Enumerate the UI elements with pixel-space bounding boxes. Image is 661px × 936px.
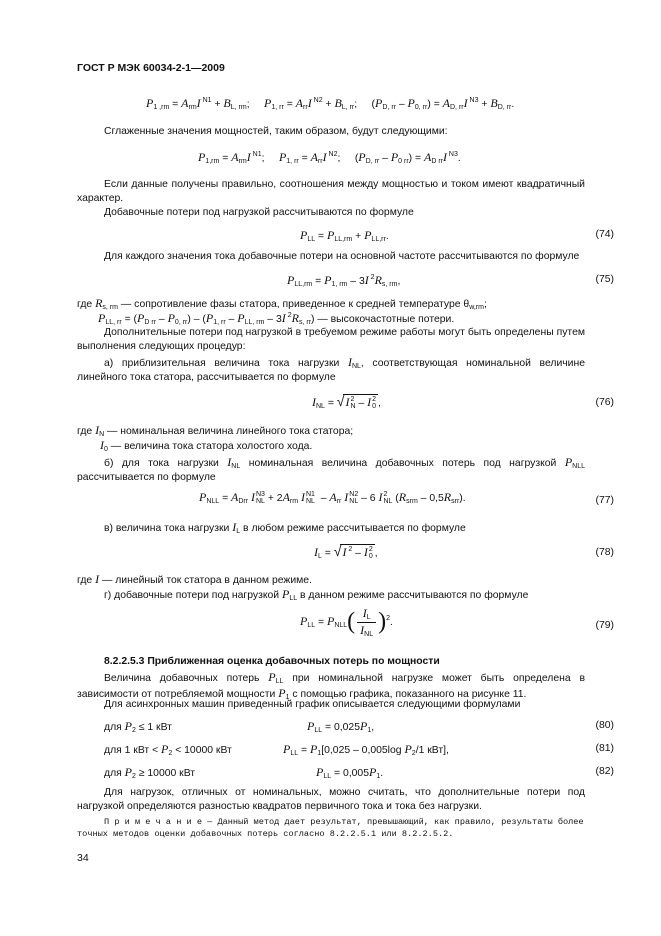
where-i0-text: — величина тока статора холостого хода. bbox=[110, 441, 313, 452]
where-i-text: — линейный ток статора в данном режиме. bbox=[101, 575, 312, 586]
where-in: где $I_N$ — номинальная величина линейного тока статора; bbox=[77, 423, 354, 438]
formula-76: $I_{NL} = √I$ 2 N – I 2 0 , bbox=[312, 393, 381, 411]
item-c: в) величина тока нагрузки $I_L$ в любом режиме рассчитывается по формуле bbox=[104, 520, 466, 535]
item-b-mid: номинальная величина добавочных потерь под нагрузкой bbox=[248, 458, 557, 469]
item-d: г) добавочные потери под нагрузкой $P_{LL}$ в данном режиме рассчитываются по формуле bbox=[104, 587, 529, 602]
para6-pre: Величина добавочных потерь bbox=[104, 673, 260, 684]
where-i: где I — линейный ток статора в данном режиме. bbox=[77, 572, 312, 586]
paragraph-quadratic: Если данные получены правильно, соотношения между мощностью и током имеют квадратичный характер. bbox=[77, 179, 585, 204]
where-in-text: — номинальная величина линейного тока статора; bbox=[107, 426, 354, 437]
equation-number-74: (74) bbox=[595, 229, 614, 240]
item-a-post: , соответствующая номинальной величине линейного тока статора, рассчитывается по формуле bbox=[77, 358, 585, 383]
para6-post: с помощью графика, показанного на рисунке 11. bbox=[292, 688, 527, 700]
condition-81: для 1 кВт < $P_2 < 10000$ кВт bbox=[104, 742, 232, 757]
formula-line-2: $P_{1,rm} = A_{rm}I$ $^{N1}$; $P_{1, rr} = A_{rr}I$ $^{N2}$; $(P_{D, rr} - P_{0 rr}) = A_{D rr}I$ $^{N3}$. bbox=[198, 150, 461, 165]
cond80-pre: для bbox=[104, 722, 122, 733]
equation-number-82: (82) bbox=[595, 766, 614, 777]
paragraph-fundamental: Для каждого значения тока добавочные потери на основной частоте рассчитываются по формуле bbox=[104, 251, 580, 262]
paragraph-smoothed: Сглаженные значения мощностей, таким образом, будут следующими: bbox=[104, 126, 448, 137]
document-header: ГОСТ Р МЭК 60034-2-1—2009 bbox=[77, 62, 225, 74]
paragraph-additional-losses: Добавочные потери под нагрузкой рассчитываются по формуле bbox=[104, 207, 414, 218]
formula-80: $P_{LL} = 0,025P_1$, bbox=[307, 719, 375, 734]
where-rs: где $R_{s, rm}$ — сопротивление фазы статора, приведенное к средней температуре $\theta_{w,rm}$; bbox=[77, 296, 487, 311]
item-c-post: в любом режиме рассчитывается по формуле bbox=[243, 523, 466, 534]
formula-81: $P_{LL} = P_1[0,025 - 0,005\log$ $P_2/1$ кВт], bbox=[283, 742, 449, 757]
equation-number-75: (75) bbox=[595, 274, 614, 285]
where-pll-rr: $P_{LL, rr} = (P_{D rr} - P_{0, rr}) - (P_{1, rr} - P_{LL, rm} - 3I$ $^2R_{s, rr}$) — высокочастотные потери. bbox=[98, 311, 455, 326]
paragraph-procedures: Дополнительные потери под нагрузкой в требуемом режиме работы могут быть определены путем выполнения следующих процедур: bbox=[77, 327, 585, 352]
item-a-pre: а) приблизительная величина тока нагрузки bbox=[104, 358, 340, 369]
equation-number-80: (80) bbox=[595, 720, 614, 731]
item-a: а) приблизительная величина тока нагрузки $I_{NL}$, соответствующая номинальной величине линейного тока статора, рассчитывается по формуле bbox=[77, 355, 585, 383]
item-c-pre: в) величина тока нагрузки bbox=[104, 523, 230, 534]
note: П р и м е ч а н и е — Данный метод дает результат, превышающий, как правило, результаты более точных методов оценки добавочных потерь согласно 8.2.2.5.1 или 8.2.2.5.2. bbox=[77, 817, 584, 839]
cond81-pre: для 1 кВт < bbox=[104, 745, 159, 756]
item-b-post: рассчитывается по формуле bbox=[77, 471, 216, 483]
equation-number-77: (77) bbox=[595, 495, 614, 506]
paragraph-estimate: Величина добавочных потерь $P_{LL}$ при номинальной нагрузке может быть определена в зависимости от потребляемой мощности $P_1$ с помощью графика, показанного на рисунке 11. bbox=[77, 670, 585, 701]
condition-82: для $P_2 \ge 10000$ кВт bbox=[104, 765, 196, 780]
para6-mid: при номинальной нагрузке может быть определена в зависимости от потребляемой мощности bbox=[77, 673, 585, 700]
where-i0: $I_0$ — величина тока статора холостого хода. bbox=[100, 438, 313, 453]
cond80-post: ≤ 1 кВт bbox=[138, 722, 172, 733]
condition-80: для $P_2 \le 1$ кВт bbox=[104, 719, 172, 734]
formula-77: $P_{NLL} = A_{Drr}$ I N3 NL + $2A_{rm}$ I N1 NL – $A_{rr}$ I N2 NL – 6 I 2 NL $(R_{srm} - 0,5R_{srr})$. bbox=[199, 490, 466, 506]
equation-number-81: (81) bbox=[595, 743, 614, 754]
equation-number-79: (79) bbox=[595, 620, 614, 631]
cond82-post: ≥ 10000 кВт bbox=[138, 768, 196, 779]
paragraph-nonnominal: Для нагрузок, отличных от номинальных, можно считать, что дополнительные потери под нагрузкой определяются разностью квадратов первичного тока и тока без нагрузки. bbox=[77, 787, 585, 812]
formula-75: $P_{LL,rm} = P_{1, rm} - 3I$ $^2R_{s, rm}$, bbox=[287, 273, 401, 288]
equation-number-78: (78) bbox=[595, 547, 614, 558]
equation-number-76: (76) bbox=[595, 397, 614, 408]
formula-78: $I_L = √I$ $^2$ – I 2 0 , bbox=[314, 543, 378, 561]
where-pll-rr-text: — высокочастотные потери. bbox=[317, 314, 455, 325]
section-heading: 8.2.2.5.3 Приближенная оценка добавочных потерь по мощности bbox=[104, 656, 440, 667]
where-rs-text: — сопротивление фазы статора, приведенное к средней температуре bbox=[120, 299, 461, 310]
item-b-pre: б) для тока нагрузки bbox=[104, 458, 219, 469]
item-d-pre: г) добавочные потери под нагрузкой bbox=[104, 590, 280, 601]
cond82-pre: для bbox=[104, 768, 122, 779]
cond81-post: < 10000 кВт bbox=[175, 745, 232, 756]
item-d-post: в данном режиме рассчитываются по формуле bbox=[300, 590, 529, 601]
formula-line-1: $P_{1 ,rm} = A_{rm}I$ $^{N1} + B_{L, rm}$; $P_{1, rr} = A_{rr}I$ $^{N2} + B_{L, rr}$; $(P_{D, rr} - P_{0, rr}) = A_{D, rr}I$ $^{N3} + B_{D, rr}$. bbox=[146, 96, 515, 111]
formula-82: $P_{LL} = 0,005P_1$. bbox=[316, 765, 384, 780]
item-b: б) для тока нагрузки $I_{NL}$ номинальная величина добавочных потерь под нагрузкой $P_{NLL}$ рассчитывается по формуле bbox=[77, 455, 586, 483]
formula-79: $P_{LL} = P_{NLL}$( $\frac{I_L}{I_{NL}}$ )$^2$. bbox=[300, 606, 393, 638]
page-number: 34 bbox=[77, 852, 89, 864]
formula-74: $P_{LL} = P_{LL,rm} + P_{LL,rr}$. bbox=[300, 228, 389, 243]
paragraph-async: Для асинхронных машин приведенный график описывается следующими формулами bbox=[104, 699, 521, 710]
